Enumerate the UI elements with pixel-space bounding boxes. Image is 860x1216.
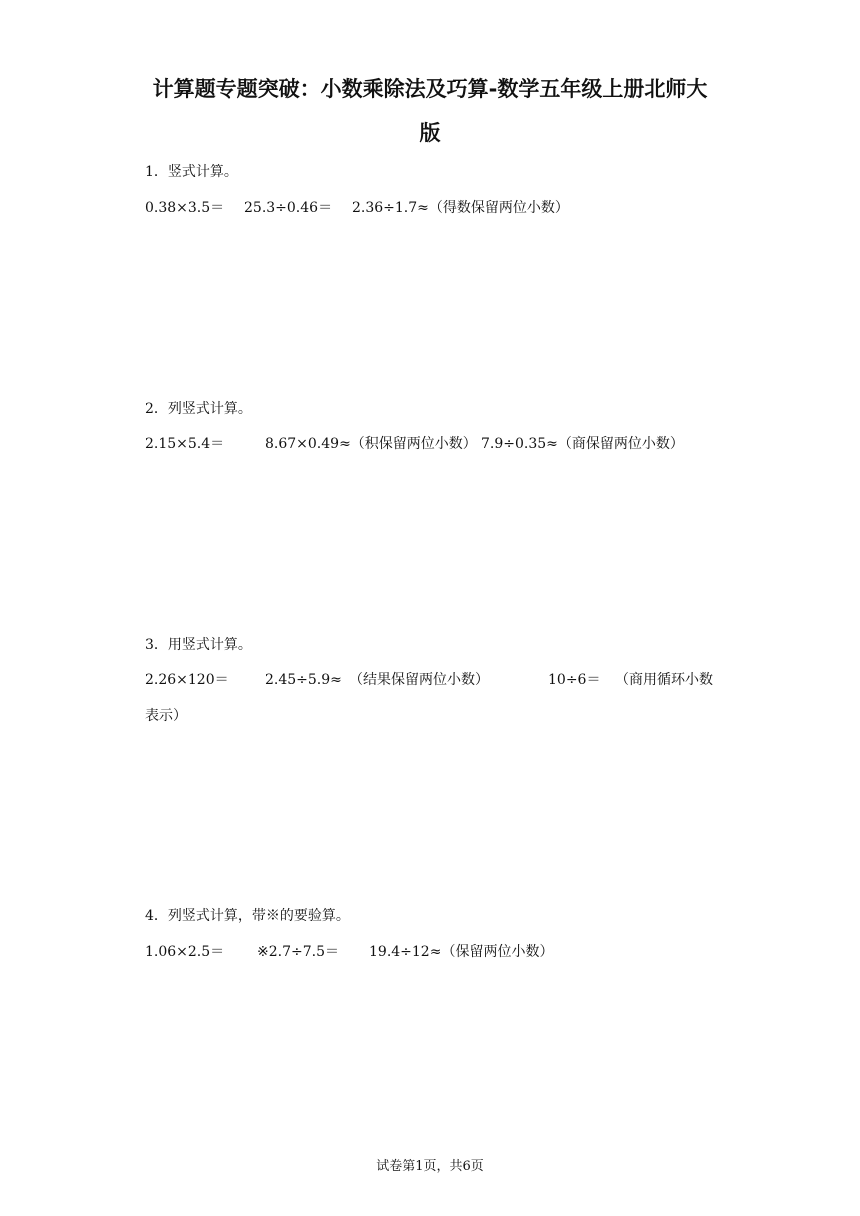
question-1-item-1: 0.38×3.5＝ [145, 200, 225, 216]
question-2-item-2: 8.67×0.49≈（积保留两位小数） [265, 436, 477, 452]
question-3-item-3-note: （商用循环小数 [615, 672, 713, 688]
question-2-item-3: 7.9÷0.35≈（商保留两位小数） [481, 436, 684, 452]
question-1-item-3: 2.36÷1.7≈（得数保留两位小数） [352, 200, 569, 216]
question-3-item-3: 10÷6＝ [548, 672, 601, 688]
question-4-heading: 4．列竖式计算，带※的要验算。 [145, 908, 350, 924]
question-4-item-2: ※2.7÷7.5＝ [257, 944, 339, 960]
question-1-heading: 1．竖式计算。 [145, 164, 238, 180]
question-3-item-2-note: （结果保留两位小数） [349, 672, 489, 688]
question-2-item-1: 2.15×5.4＝ [145, 436, 225, 452]
question-3-item-2: 2.45÷5.9≈ [265, 672, 342, 688]
question-3-item-3-note-continued: 表示） [145, 708, 187, 724]
page-footer: 试卷第1页，共6页 [376, 1159, 484, 1174]
question-4-item-3: 19.4÷12≈（保留两位小数） [369, 944, 554, 960]
document-title-line-2: 版 [419, 121, 441, 145]
document-title-line-1: 计算题专题突破：小数乘除法及巧算-数学五年级上册北师大 [152, 77, 708, 101]
question-2-heading: 2．列竖式计算。 [145, 401, 252, 417]
question-4-item-1: 1.06×2.5＝ [145, 944, 225, 960]
question-3-item-1: 2.26×120＝ [145, 672, 229, 688]
question-1-item-2: 25.3÷0.46＝ [244, 200, 333, 216]
question-3-heading: 3．用竖式计算。 [145, 637, 252, 653]
